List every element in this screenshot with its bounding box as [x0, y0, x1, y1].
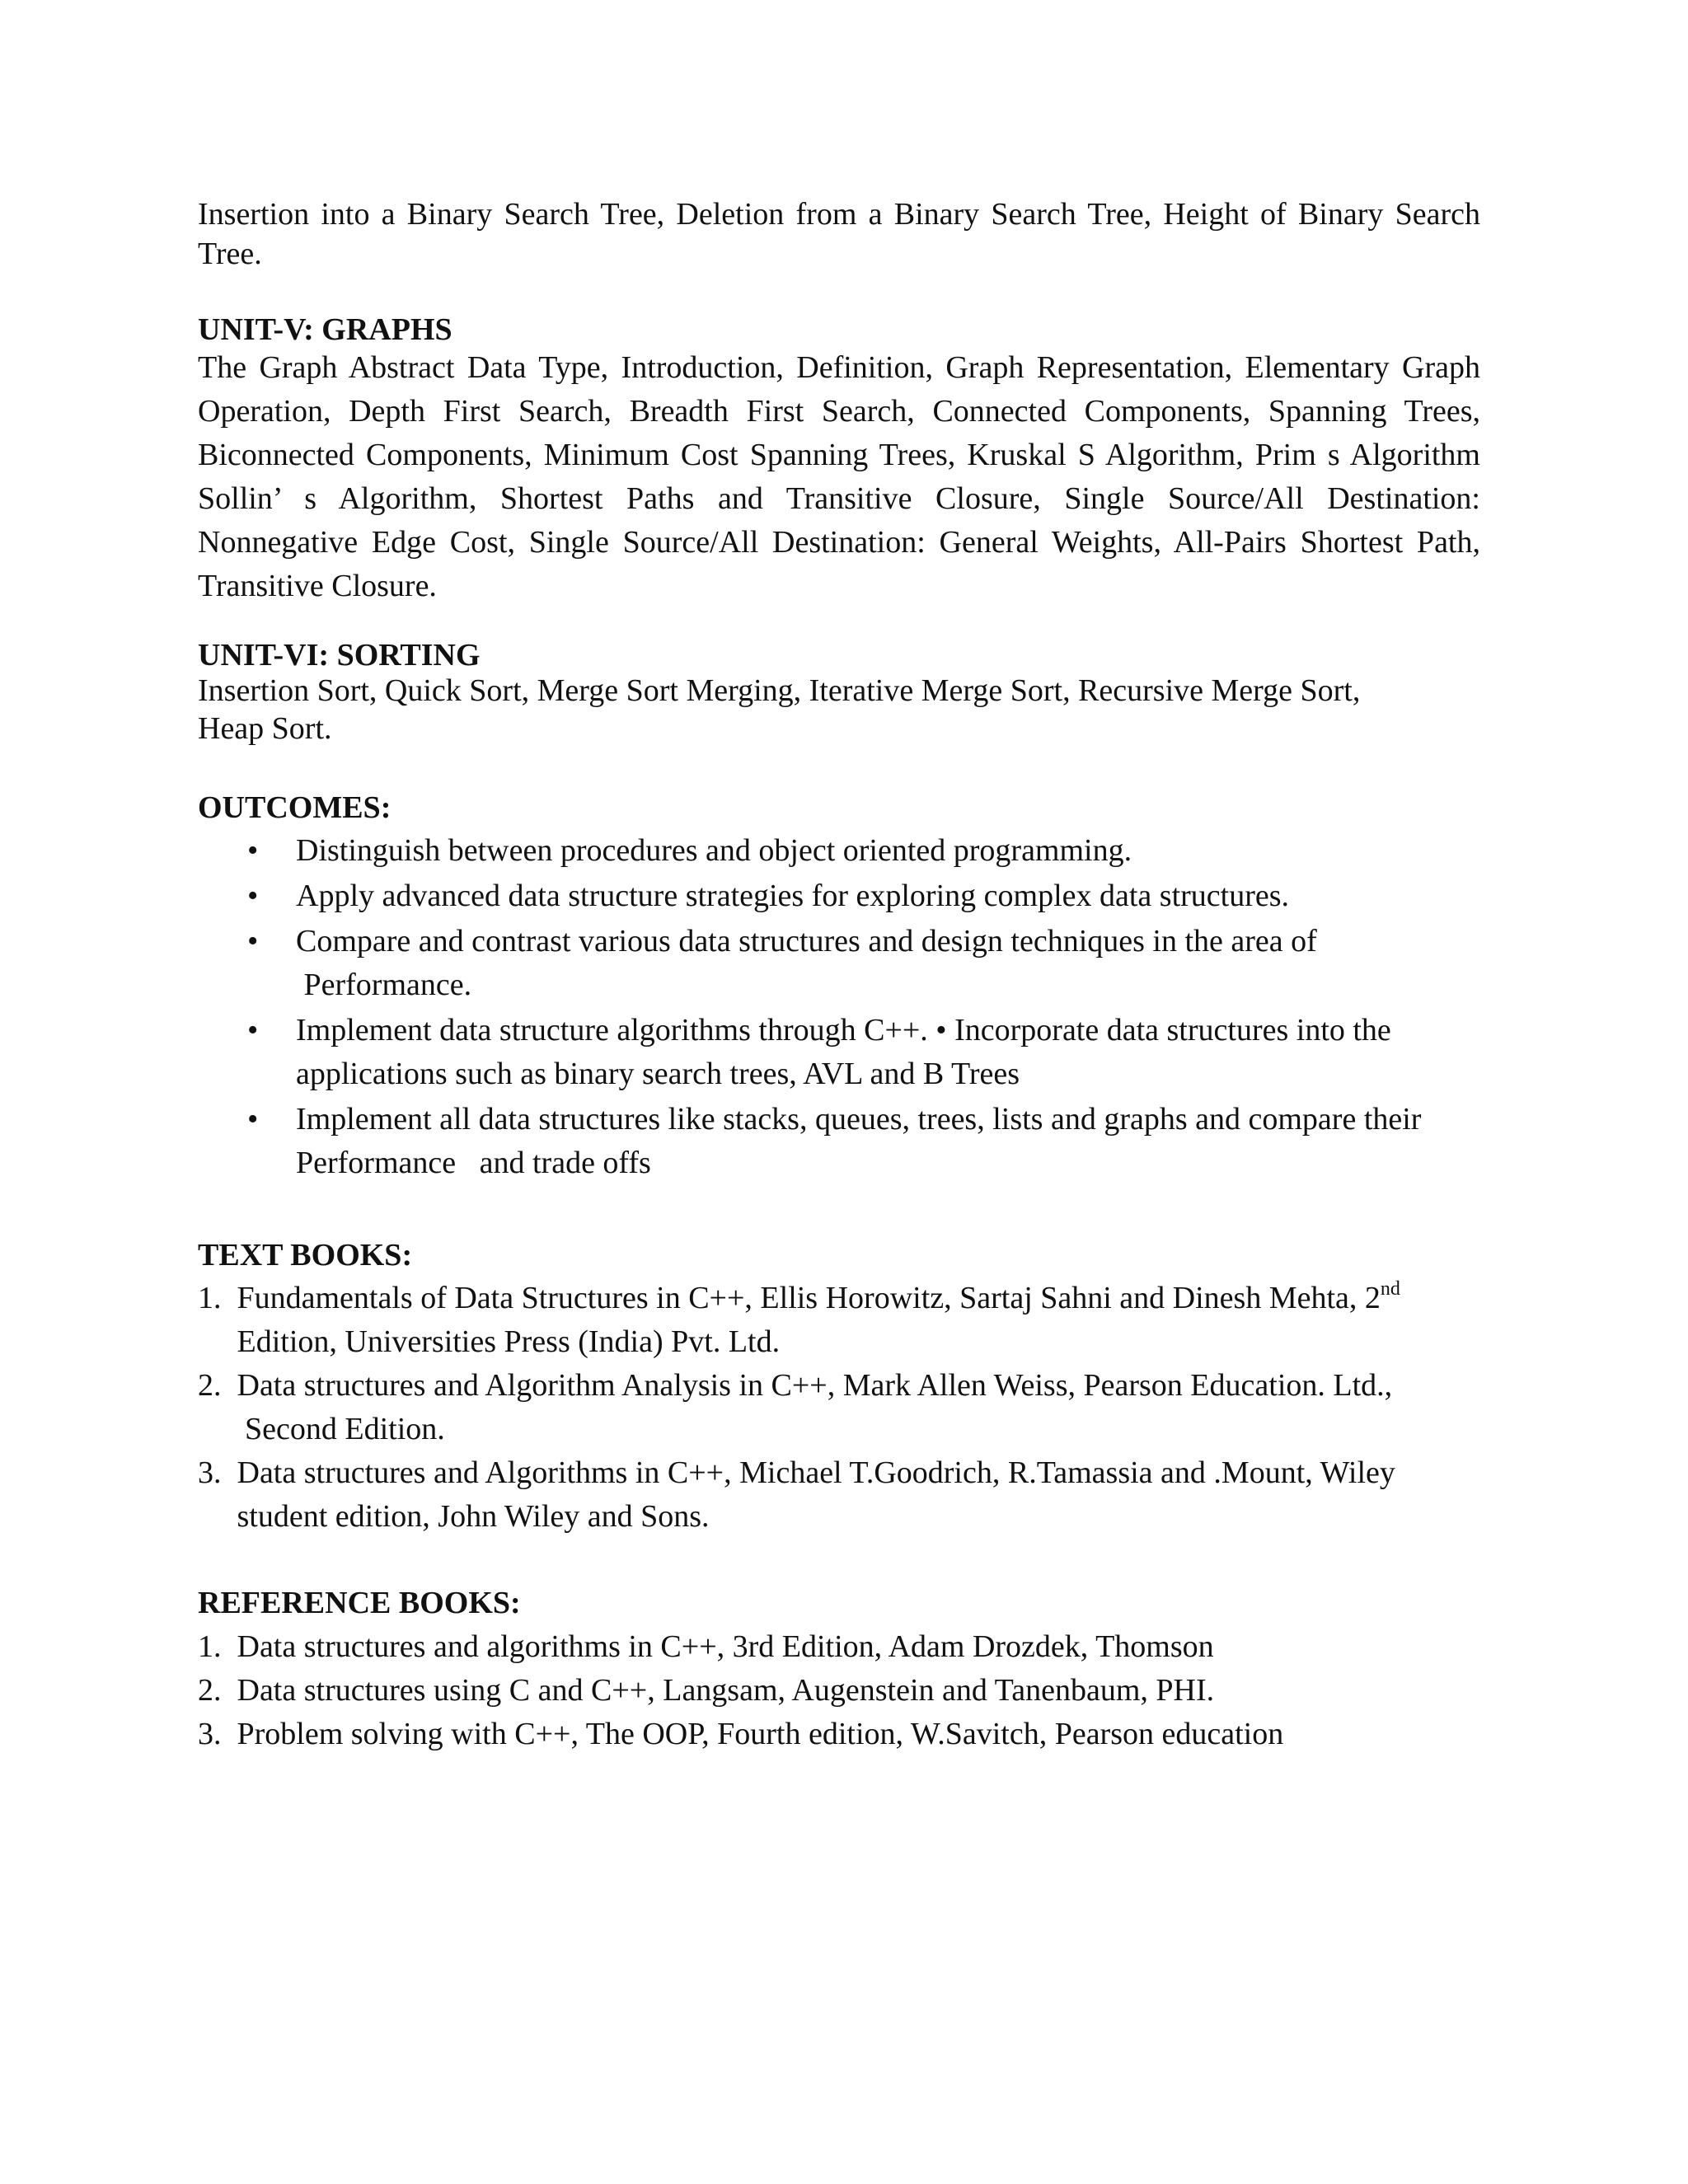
unit-vi-heading: UNIT-VI: SORTING — [198, 638, 481, 673]
outcomes-heading: OUTCOMES: — [198, 790, 392, 825]
bullet-icon: • — [247, 833, 259, 868]
list-number: 1. — [198, 1629, 222, 1664]
ordinal-suffix: nd — [1380, 1278, 1400, 1300]
text-book-item — [198, 1277, 1484, 1364]
text-book-item — [198, 1451, 1484, 1539]
outcome-line-2: Performance and trade offs — [296, 1146, 651, 1180]
outcome-line-2: Performance. — [296, 968, 472, 1002]
unit-vi-line-1: Insertion Sort, Quick Sort, Merge Sort Merging, Iterative Merge Sort, Recursive Merge Sort, — [198, 673, 1361, 708]
bullet-icon: • — [247, 1013, 259, 1047]
unit-vi-line-2: Heap Sort. — [198, 711, 332, 746]
text-books-heading: TEXT BOOKS: — [198, 1238, 413, 1272]
list-number: 3. — [198, 1455, 222, 1490]
list-number: 2. — [198, 1673, 222, 1708]
list-number: 2. — [198, 1368, 222, 1403]
outcome-line-1: Apply advanced data structure strategies for exploring complex data structures. — [296, 879, 1290, 913]
unit-v-heading: UNIT-V: GRAPHS — [198, 312, 452, 347]
unit-vi-paragraph — [198, 672, 1480, 748]
text-book-line-1: Fundamentals of Data Structures in C++, Ellis Horowitz, Sartaj Sahni and Dinesh Mehta, 2 — [229, 1281, 1381, 1315]
outcome-line-2: applications such as binary search trees, AVL and B Trees — [296, 1057, 1020, 1091]
text-book-line-2: Edition, Universities Press (India) Pvt. Ltd. — [229, 1324, 781, 1359]
reference-book-text: Data structures using C and C++, Langsam, Augenstein and Tanenbaum, PHI. — [229, 1673, 1215, 1708]
outcome-item — [198, 829, 1484, 873]
text-book-item — [198, 1364, 1484, 1451]
bullet-icon: • — [247, 879, 259, 913]
unit-v-paragraph: The Graph Abstract Data Type, Introduction, Definition, Graph Representation, Elementary Graph Operation, Depth First Search, Breadth First Search, Connected Components, Spanning Trees, Biconnected Components, Minimum Cost Spanning Trees, Kruskal S Algorithm, Prim s Algorithm Sollin’ s Algorithm, Shortest Paths and Transitive Closure, Single Source/All Destination: Nonnegative Edge Cost, Single Source/All Destination: General Weights, All-Pairs Shortest Path, Transitive Closure. — [198, 350, 1480, 603]
outcome-item — [198, 874, 1484, 918]
text-book-line-1: Data structures and Algorithms in C++, Michael T.Goodrich, R.Tamassia and .Mount, Wiley — [229, 1455, 1395, 1490]
reference-books-heading: REFERENCE BOOKS: — [198, 1586, 521, 1620]
bullet-icon: • — [247, 924, 259, 958]
list-number: 3. — [198, 1717, 222, 1751]
reference-book-item — [198, 1713, 1484, 1756]
outcome-item — [198, 920, 1484, 1007]
outcome-item — [198, 1009, 1484, 1096]
bullet-icon: • — [247, 1102, 259, 1137]
reference-books-list — [198, 1625, 1484, 1756]
text-book-line-1: Data structures and Algorithm Analysis in C++, Mark Allen Weiss, Pearson Education. Ltd., — [229, 1368, 1393, 1403]
outcome-line-1: Implement all data structures like stacks, queues, trees, lists and graphs and compare their — [296, 1102, 1422, 1137]
text-book-line-2: Second Edition. — [229, 1412, 445, 1446]
reference-book-item — [198, 1669, 1484, 1713]
outcome-line-1: Compare and contrast various data structures and design techniques in the area of — [296, 924, 1317, 958]
reference-book-text: Data structures and algorithms in C++, 3rd Edition, Adam Drozdek, Thomson — [229, 1629, 1214, 1664]
outcome-item — [198, 1098, 1484, 1185]
list-number: 1. — [198, 1281, 222, 1315]
outcome-line-1: Implement data structure algorithms through C++. • Incorporate data structures into the — [296, 1013, 1391, 1047]
outcome-line-1: Distinguish between procedures and object oriented programming. — [296, 833, 1132, 868]
intro-paragraph: Insertion into a Binary Search Tree, Deletion from a Binary Search Tree, Height of Binary Search Tree. — [198, 197, 1480, 271]
reference-book-item — [198, 1625, 1484, 1669]
reference-book-text: Problem solving with C++, The OOP, Fourth edition, W.Savitch, Pearson education — [229, 1717, 1284, 1751]
outcomes-list — [198, 829, 1484, 1187]
text-books-list — [198, 1277, 1484, 1539]
text-book-line-2: student edition, John Wiley and Sons. — [229, 1499, 710, 1534]
